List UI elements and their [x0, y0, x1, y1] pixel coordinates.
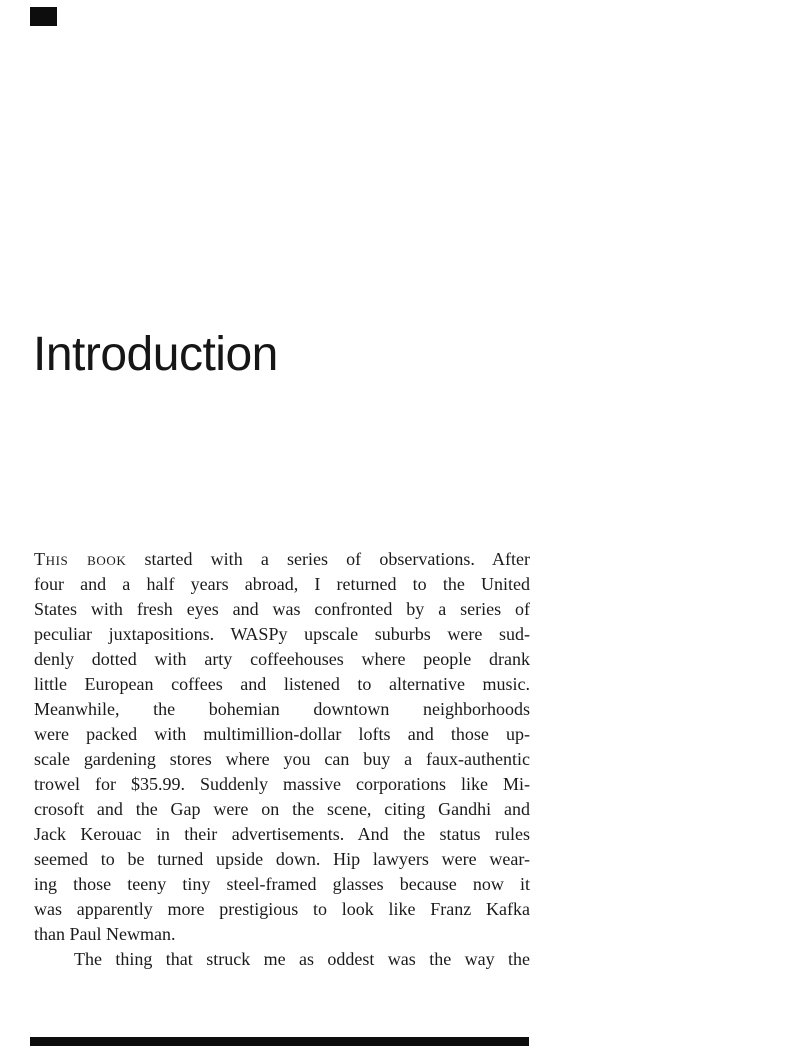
- text-line: Meanwhile, the bohemian downtown neighborhoods: [34, 699, 530, 719]
- body-text: [34, 547, 530, 972]
- text-line: States with fresh eyes and was confronted by a series of: [34, 599, 530, 619]
- text-line: seemed to be turned upside down. Hip lawyers were wear-: [34, 849, 530, 869]
- text-line: The thing that struck me as oddest was the way the: [74, 949, 530, 969]
- text-line: denly dotted with arty coffeehouses where people drank: [34, 649, 530, 669]
- text-line: ing those teeny tiny steel-framed glasses because now it: [34, 874, 530, 894]
- text-line: peculiar juxtapositions. WASPy upscale suburbs were sud-: [34, 624, 530, 644]
- text-line: Jack Kerouac in their advertisements. And the status rules: [34, 824, 530, 844]
- text-line: than Paul Newman.: [34, 924, 176, 944]
- text-line: little European coffees and listened to alternative music.: [34, 674, 530, 694]
- text-line: scale gardening stores where you can buy a faux-authentic: [34, 749, 530, 769]
- text-line: crosoft and the Gap were on the scene, citing Gandhi and: [34, 799, 530, 819]
- text-line: This book started with a series of observations. After: [34, 549, 530, 569]
- lead-in-small-caps: This book: [34, 549, 127, 569]
- text-line: were packed with multimillion-dollar lofts and those up-: [34, 724, 530, 744]
- text-line: four and a half years abroad, I returned to the United: [34, 574, 530, 594]
- chapter-title: Introduction: [33, 328, 278, 381]
- scan-artifact-top-mark: [30, 7, 57, 26]
- scan-artifact-bottom-bar: [30, 1037, 529, 1046]
- text-line: trowel for $35.99. Suddenly massive corporations like Mi-: [34, 774, 530, 794]
- text-line: was apparently more prestigious to look like Franz Kafka: [34, 899, 530, 919]
